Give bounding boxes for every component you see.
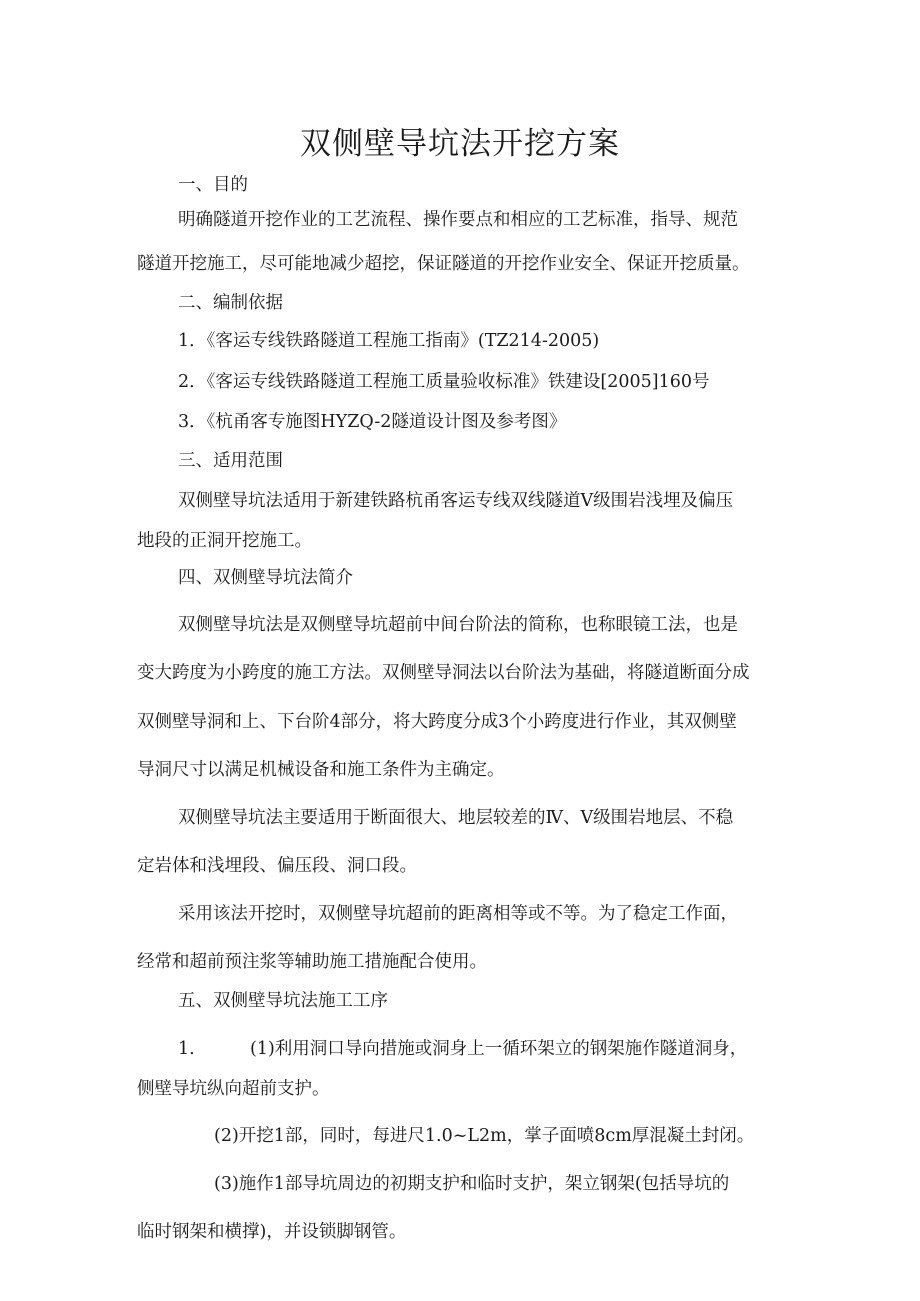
- step-text-line: 临时钢架和横撑)，并设锁脚钢管。: [137, 1222, 407, 1242]
- section-3-text-line: 双侧壁导坑法适用于新建铁路杭甬客运专线双线隧道Ⅴ级围岩浅埋及偏压: [178, 491, 734, 511]
- section-4-heading: 四、双侧壁导坑法简介: [178, 568, 353, 588]
- section-1-text-line: 明确隧道开挖作业的工艺流程、操作要点和相应的工艺标准，指导、规范: [178, 210, 738, 230]
- step-text-line: (3)施作1部导坑周边的初期支护和临时支护，架立钢架(包括导坑的: [214, 1174, 730, 1194]
- reference-item: 1．《客运专线铁路隧道工程施工指南》(TZ214-2005): [178, 331, 600, 351]
- section-1-heading: 一、目的: [178, 175, 248, 195]
- section-4-text-line: 变大跨度为小跨度的施工方法。双侧壁导洞法以台阶法为基础，将隧道断面分成: [137, 663, 750, 683]
- step-number: 1.: [178, 1039, 195, 1059]
- section-4-text-line: 经常和超前预注浆等辅助施工措施配合使用。: [137, 952, 487, 972]
- section-3-text-line: 地段的正洞开挖施工。: [137, 531, 312, 551]
- section-4-text-line: 双侧壁导坑法主要适用于断面很大、地层较差的Ⅳ、Ⅴ级围岩地层、不稳: [178, 808, 734, 828]
- section-2-heading: 二、编制依据: [178, 293, 283, 313]
- section-5-heading: 五、双侧壁导坑法施工工序: [178, 991, 388, 1011]
- section-4-text-line: 定岩体和浅埋段、偏压段、洞口段。: [137, 856, 417, 876]
- document-title: 双侧壁导坑法开挖方案: [300, 126, 620, 162]
- reference-item: 3．《杭甬客专施图HYZQ-2隧道设计图及参考图》: [178, 412, 567, 432]
- reference-item: 2．《客运专线铁路隧道工程施工质量验收标准》铁建设[2005]160号: [178, 372, 710, 392]
- step-text-line: (2)开挖1部，同时，每进尺1.0~L2m，掌子面喷8cm厚混凝土封闭。: [214, 1126, 755, 1146]
- section-3-heading: 三、适用范围: [178, 451, 283, 471]
- section-4-text-line: 采用该法开挖时，双侧壁导坑超前的距离相等或不等。为了稳定工作面，: [178, 904, 738, 924]
- step-text-line: 侧壁导坑纵向超前支护。: [137, 1079, 330, 1099]
- step-text-line: (1)利用洞口导向措施或洞身上一循环架立的钢架施作隧道洞身，: [250, 1039, 748, 1059]
- section-4-text-line: 双侧壁导洞和上、下台阶4部分，将大跨度分成3个小跨度进行作业，其双侧壁: [137, 712, 737, 732]
- section-4-text-line: 双侧壁导坑法是双侧壁导坑超前中间台阶法的简称，也称眼镜工法，也是: [178, 615, 738, 635]
- section-4-text-line: 导洞尺寸以满足机械设备和施工条件为主确定。: [137, 760, 505, 780]
- section-1-text-line: 隧道开挖施工，尽可能地减少超挖，保证隧道的开挖作业安全、保证开挖质量。: [137, 254, 750, 274]
